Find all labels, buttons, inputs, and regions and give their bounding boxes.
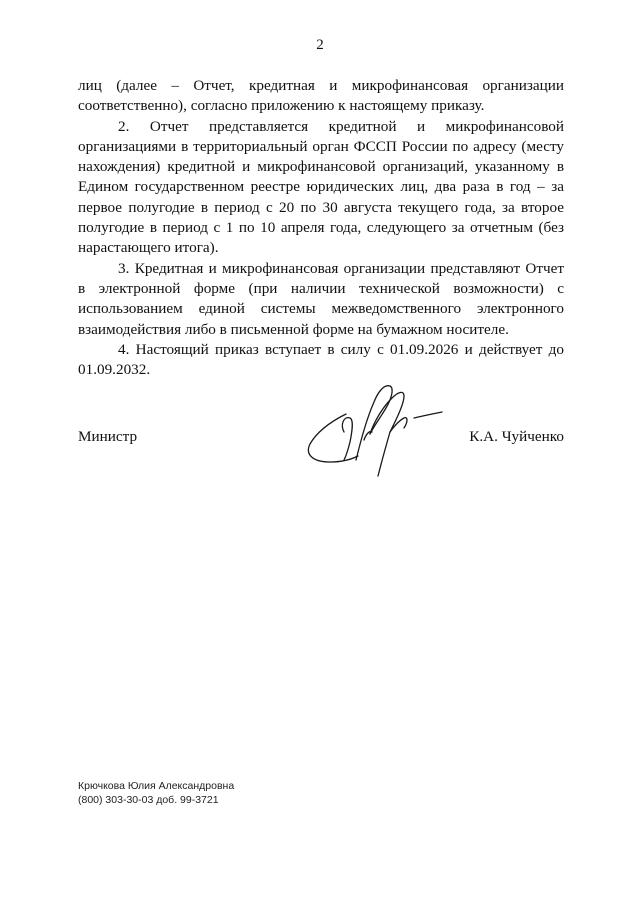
paragraph-continuation: лиц (далее – Отчет, кредитная и микрофинансовая организации соответственно), согласно приложению к настоящему приказу. (78, 77, 564, 115)
paragraph-3: 3. Кредитная и микрофинансовая организации представляют Отчет в электронной форме (при наличии технической возможности) с использованием единой системы межведомственного электронного взаимодействия либо в письменной форме на бумажном носителе. (78, 259, 564, 338)
paragraph-2: 2. Отчет представляется кредитной и микрофинансовой организациями в территориальный орган ФССП России по адресу (месту нахождения) кредитной и микрофинансовой организаций, указанному в Едином государственном реестре юридических лиц, два раза в год – за первое полугодие в период с 20 по 30 августа текущего года, за второе полугодие в период с 1 по 10 апреля года, следующего за отчетным (без нарастающего итога). (78, 117, 564, 257)
handwritten-signature-icon (300, 368, 450, 480)
document-body (78, 76, 564, 380)
executor-block (78, 779, 234, 807)
paragraph-4: 4. Настоящий приказ вступает в силу с 01.09.2026 и действует до 01.09.2032. (78, 340, 564, 379)
page-number: 2 (316, 37, 324, 53)
signatory-position: Министр (78, 428, 138, 445)
executor-phone: (800) 303-30-03 доб. 99-3721 (78, 794, 219, 806)
signature-row (78, 428, 564, 452)
executor-name: Крючкова Юлия Александровна (78, 780, 235, 792)
signatory-name: К.А. Чуйченко (469, 428, 564, 445)
